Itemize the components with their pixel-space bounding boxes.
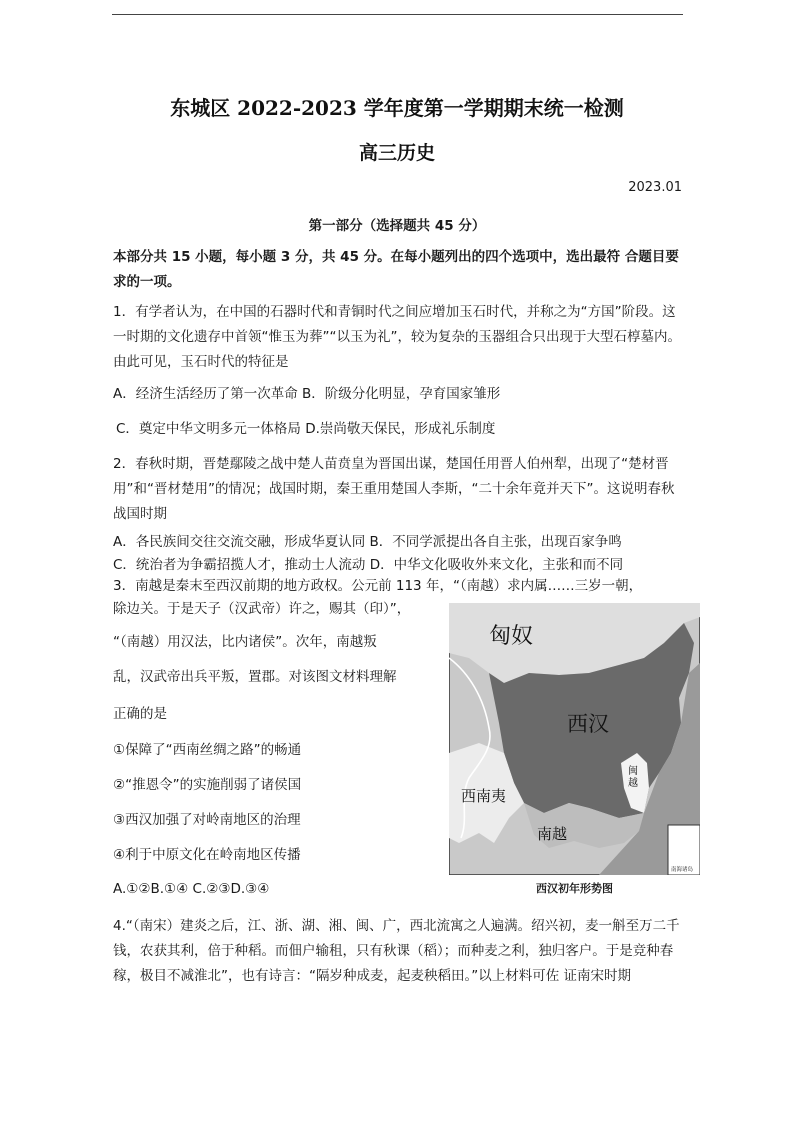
exam-title: 东城区 2022-2023 学年度第一学期期末统一检测	[170, 96, 624, 120]
q3-choices: A.①②B.①④ C.②③D.③④	[113, 881, 270, 897]
top-rule	[112, 14, 683, 15]
map-inset-label: 南海诸岛	[671, 867, 694, 873]
q3-item-4: ④利于中原文化在岭南地区传播	[113, 847, 301, 863]
q3-line-2: 除边关。于是天子（汉武帝）许之，赐其（印）”，	[113, 601, 411, 617]
q1-stem: 1．有学者认为，在中国的石器时代和青铜时代之间应增加玉石时代，并称之为“方国”阶段。这一时期的文化遗存中首领“惟玉为葬”“以玉为礼”，较为复杂的玉器组合只出现于大型石椁墓内。由此可见，玉石时代的特征是	[113, 304, 681, 370]
q2-stem: 2．春秋时期，晋楚鄢陵之战中楚人苗贲皇为晋国出谋，楚国任用晋人伯州犁，出现了“楚材晋用”和“晋材楚用”的情况；战国时期，秦王重用楚国人李斯，“二十余年竟并天下”。这说明春秋战国时期	[113, 456, 675, 522]
western-han-map	[449, 603, 700, 875]
q1-options-cd: C．奠定中华文明多元一体格局 D.崇尚敬天保民，形成礼乐制度	[116, 421, 496, 437]
map-label-minyue: 闽越	[628, 766, 638, 789]
q1-options-ab: A．经济生活经历了第一次革命 B．阶级分化明显，孕育国家雏形	[113, 386, 501, 402]
q4-stem: 4.“（南宋）建炎之后，江、浙、湖、湘、闽、广，西北流寓之人遍满。绍兴初，麦一斛至万二千钱，农获其利，倍于种稻。而佃户输租，只有秋课（稻）；而种麦之利，独归客户。于是竞种春稼，极目不减淮北”，也有诗言：“隔岁种成麦，起麦秧稻田。”以上材料可佐 证南宋时期	[113, 918, 680, 984]
q3-item-3: ③西汉加强了对岭南地区的治理	[113, 812, 301, 828]
q3-line-5: 正确的是	[113, 706, 167, 722]
exam-subject: 高三历史	[358, 142, 435, 164]
map-label-xiongnu: 匈奴	[489, 624, 534, 649]
map-caption: 西汉初年形势图	[536, 882, 613, 895]
map-label-xinanyi: 西南夷	[461, 787, 507, 805]
section-heading: 第一部分（选择题共 45 分）	[308, 218, 486, 234]
section-instructions: 本部分共 15 小题，每小题 3 分，共 45 分。在每小题列出的四个选项中，选出最符 合题目要求的一项。	[113, 249, 679, 290]
q3-line-1: 3．南越是秦末至西汉前期的地方政权。公元前 113 年，“（南越）求内属……三岁一朝，	[113, 578, 643, 594]
q3-line-4: 乱，汉武帝出兵平叛，置郡。对该图文材料理解	[113, 669, 397, 685]
map-label-xihan: 西汉	[567, 712, 609, 736]
q3-item-2: ②“推恩令”的实施削弱了诸侯国	[113, 777, 302, 793]
q3-item-1: ①保障了“西南丝绸之路”的畅通	[113, 742, 302, 758]
q2-options-ab: A．各民族间交往交流交融，形成华夏认同 B．不同学派提出各自主张，出现百家争鸣	[113, 534, 622, 550]
q2-options-cd: C．统治者为争霸招揽人才，推动士人流动 D．中华文化吸收外来文化，主张和而不同	[113, 557, 624, 573]
exam-date: 2023.01	[628, 180, 682, 195]
q3-line-3: “（南越）用汉法，比内诸侯”。次年，南越叛	[113, 634, 377, 650]
map-label-nanyue: 南越	[537, 825, 568, 843]
